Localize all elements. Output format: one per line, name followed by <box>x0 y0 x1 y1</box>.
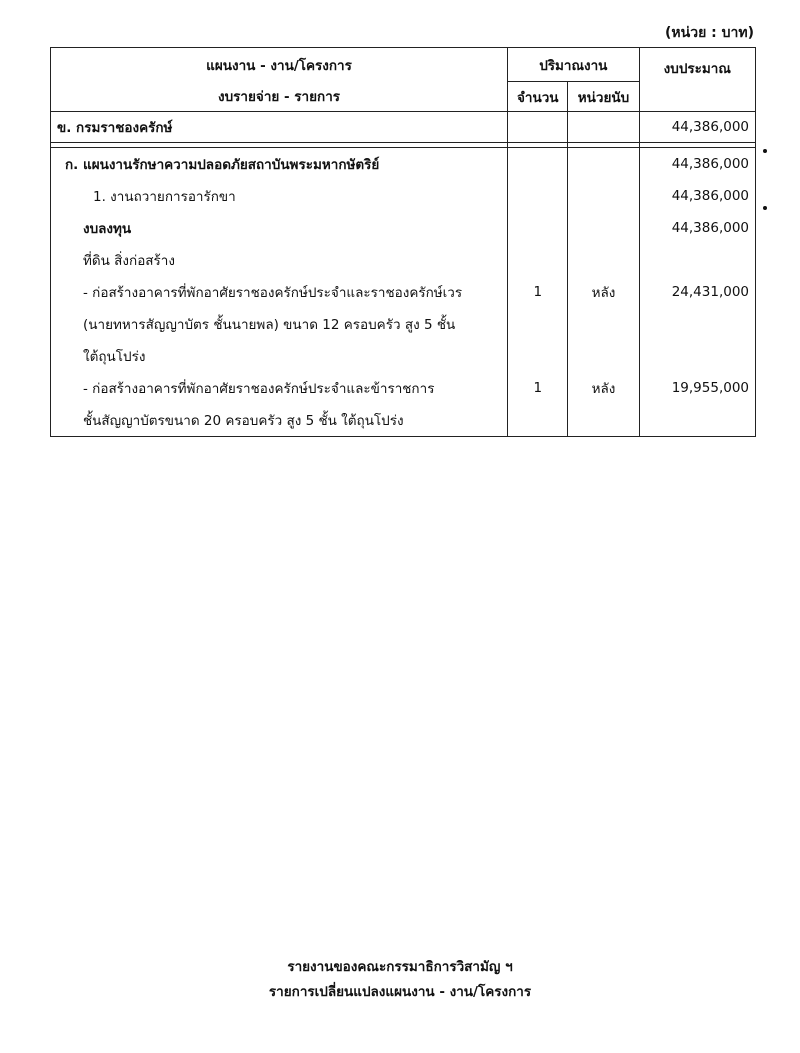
item-row <box>51 276 756 308</box>
plan-label: ก. แผนงานรักษาความปลอดภัยสถาบันพระมหากษัตริย์ <box>51 148 508 181</box>
category-label: ที่ดิน สิ่งก่อสร้าง <box>51 244 508 276</box>
footer-line-2: รายการเปลี่ยนแปลงแผนงาน - งาน/โครงการ <box>268 984 532 1000</box>
item-row-continued <box>51 404 756 437</box>
item-1-quantity: 1 <box>508 276 568 308</box>
item-1-line1: - ก่อสร้างอาคารที่พักอาศัยราชองครักษ์ประจำและราชองครักษ์เวร <box>51 276 508 308</box>
department-row <box>51 112 756 143</box>
department-label: ข. กรมราชองครักษ์ <box>51 112 508 143</box>
item-row <box>51 372 756 404</box>
item-2-line1: - ก่อสร้างอาคารที่พักอาศัยราชองครักษ์ประจำและข้าราชการ <box>51 372 508 404</box>
category-row <box>51 244 756 276</box>
work-label: 1. งานถวายการอารักขา <box>51 180 508 212</box>
investment-budget: 44,386,000 <box>639 212 755 244</box>
item-2-unit: หลัง <box>568 372 639 404</box>
header-quantity-group: ปริมาณงาน <box>508 48 640 82</box>
header-budget: งบประมาณ <box>639 48 755 112</box>
work-row <box>51 180 756 212</box>
margin-dot <box>763 149 767 153</box>
plan-row <box>51 148 756 181</box>
item-row-continued <box>51 308 756 340</box>
work-budget: 44,386,000 <box>639 180 755 212</box>
margin-dot <box>763 206 767 210</box>
item-row-continued <box>51 340 756 372</box>
page-footer <box>0 955 800 1005</box>
item-2-budget: 19,955,000 <box>639 372 755 404</box>
item-1-line3: ใต้ถุนโปร่ง <box>51 340 508 372</box>
item-2-quantity: 1 <box>508 372 568 404</box>
header-row-1 <box>51 48 756 82</box>
item-1-unit: หลัง <box>568 276 639 308</box>
investment-label: งบลงทุน <box>51 212 508 244</box>
header-expense-label: งบรายจ่าย - รายการ <box>51 82 508 112</box>
item-1-line2: (นายทหารสัญญาบัตร ชั้นนายพล) ขนาด 12 ครอบครัว สูง 5 ชั้น <box>51 308 508 340</box>
budget-table <box>50 47 756 437</box>
footer-line-1: รายงานของคณะกรรมาธิการวิสามัญ ฯ <box>287 959 513 975</box>
investment-row <box>51 212 756 244</box>
header-plan-label: แผนงาน - งาน/โครงการ <box>51 48 508 82</box>
item-2-line2: ชั้นสัญญาบัตรขนาด 20 ครอบครัว สูง 5 ชั้น ใต้ถุนโปร่ง <box>51 404 508 437</box>
header-quantity-unit: หน่วยนับ <box>568 82 639 112</box>
department-budget: 44,386,000 <box>639 112 755 143</box>
unit-note: (หน่วย : บาท) <box>665 25 754 41</box>
item-1-budget: 24,431,000 <box>639 276 755 308</box>
plan-budget: 44,386,000 <box>639 148 755 181</box>
header-quantity-count: จำนวน <box>508 82 568 112</box>
